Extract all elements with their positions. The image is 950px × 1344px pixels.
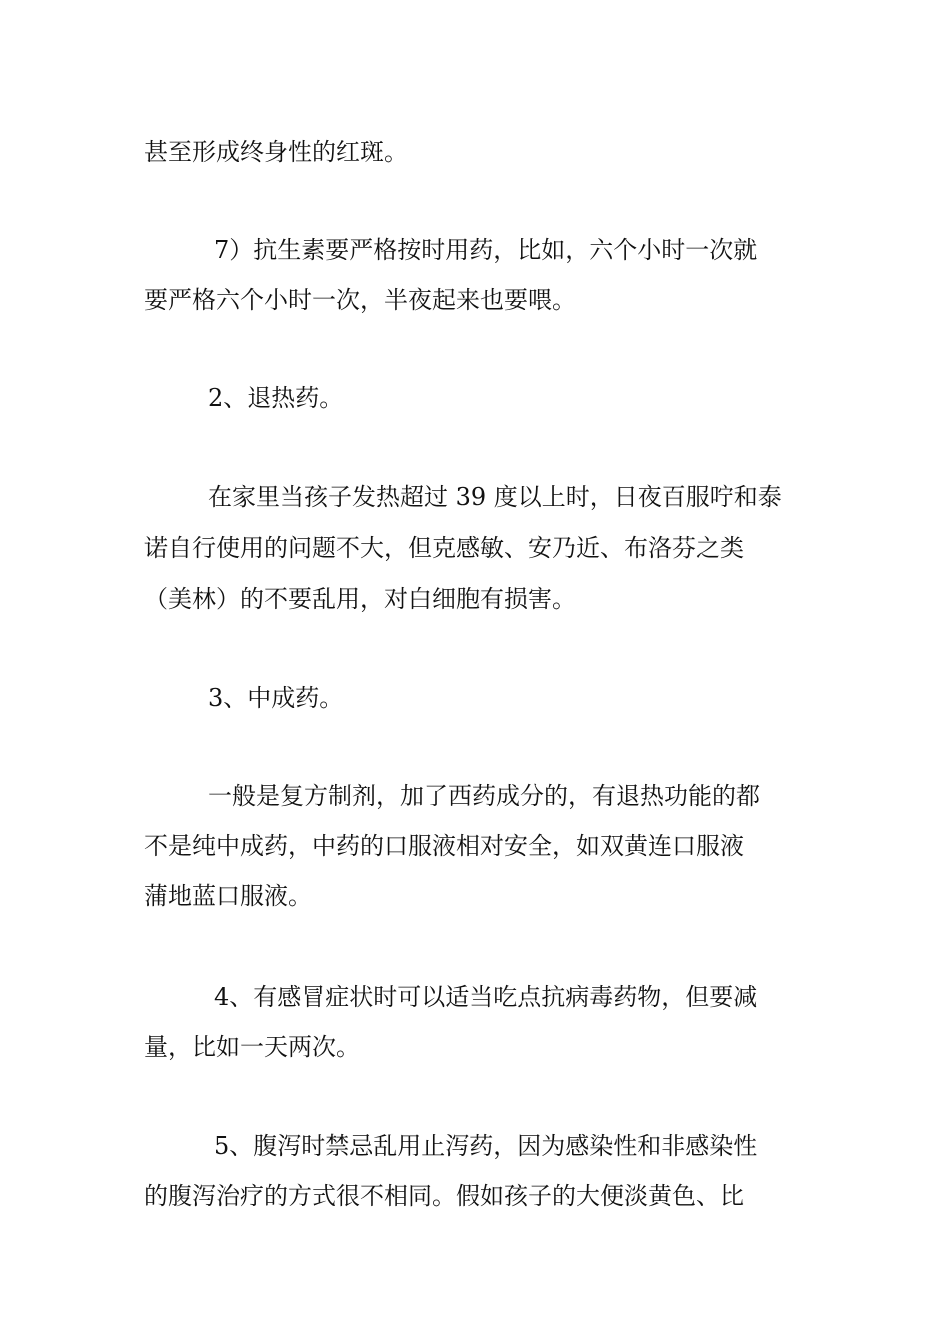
text-line: 3、中成药。 [208, 684, 344, 712]
text-line: 甚至形成终身性的红斑。 [144, 138, 408, 166]
text-line: 要严格六个小时一次，半夜起来也要喂。 [144, 286, 576, 314]
text-line: 一般是复方制剂，加了西药成分的，有退热功能的都 [208, 782, 760, 810]
text-line: 7）抗生素要严格按时用药，比如，六个小时一次就 [214, 236, 758, 264]
text-line: 4、有感冒症状时可以适当吃点抗病毒药物，但要减 [214, 983, 758, 1011]
text-line: 蒲地蓝口服液。 [144, 882, 312, 910]
text-line: 不是纯中成药，中药的口服液相对安全，如双黄连口服液 [144, 832, 744, 860]
text-line: 量，比如一天两次。 [144, 1033, 360, 1061]
text-line: 的腹泻治疗的方式很不相同。假如孩子的大便淡黄色、比 [144, 1182, 744, 1210]
text-line: 在家里当孩子发热超过 39 度以上时，日夜百服咛和泰 [208, 483, 782, 511]
text-line: 2、退热药。 [208, 384, 344, 412]
text-line: （美林）的不要乱用，对白细胞有损害。 [144, 585, 576, 613]
text-line: 诺自行使用的问题不大，但克感敏、安乃近、布洛芬之类 [144, 534, 744, 562]
text-line: 5、腹泻时禁忌乱用止泻药，因为感染性和非感染性 [214, 1132, 758, 1160]
